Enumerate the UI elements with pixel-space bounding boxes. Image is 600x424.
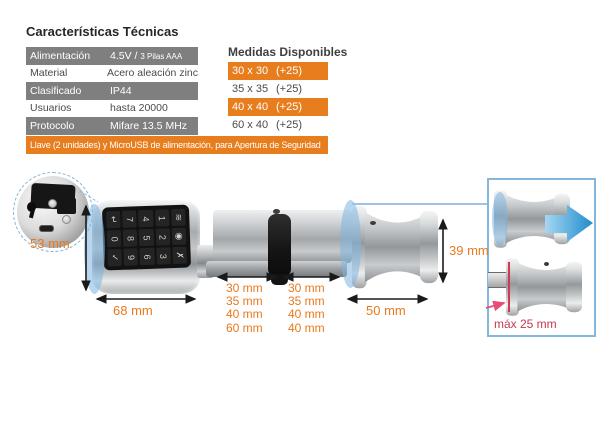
keypad-key: 0: [107, 230, 122, 247]
keypad-key: 1: [155, 209, 170, 226]
keypad-panel: [102, 205, 191, 271]
table-row: [26, 47, 198, 65]
dim-keypad-width: 68 mm: [113, 303, 153, 318]
spec-value: Mifare 13.5 MHz: [110, 119, 188, 132]
knob-mounted: [506, 257, 582, 317]
cylinder-cam-lobe: [271, 274, 288, 285]
keypad-key: 7: [122, 210, 137, 227]
dim-knob-diameter: 39 mm: [449, 243, 489, 258]
size-row: 60 x 40 (+25): [232, 119, 302, 131]
keypad-key: 8: [123, 229, 138, 246]
table-row: [26, 100, 198, 118]
spec-label: Alimentación: [30, 49, 91, 62]
spec-value: Acero aleación zinc: [106, 67, 198, 80]
table-row: [26, 82, 198, 100]
sizes-header: Medidas Disponibles: [228, 45, 348, 59]
spec-label: Clasificado: [30, 84, 82, 97]
knob: [352, 204, 438, 290]
spec-label: Usuarios: [30, 102, 72, 115]
keypad-rfid-icon: ◉: [171, 228, 186, 245]
size-row: 40 x 40 (+25): [228, 98, 328, 116]
screw-hole: [48, 199, 57, 208]
keypad-key: 3: [156, 247, 171, 264]
highlight-ellipse: [492, 192, 508, 246]
highlight-ellipse: [340, 200, 361, 288]
spec-value: hasta 20000: [110, 102, 168, 115]
page-title: Características Técnicas: [26, 24, 179, 39]
keypad-key: 5: [139, 229, 154, 246]
dim-knob-length: 50 mm: [366, 303, 406, 318]
security-footnote: Llave (2 unidades) y MicroUSB de alimentación, para Apertura de Seguridad: [26, 136, 328, 154]
size-row: 35 x 35 (+25): [232, 83, 302, 95]
inset-plate: [57, 198, 76, 214]
spec-value: IP44: [110, 84, 132, 97]
spec-label: Material: [30, 67, 68, 80]
table-row: [26, 117, 198, 135]
cylinder-cam: [268, 214, 291, 277]
knob-pinhole: [370, 221, 376, 225]
keypad-key: ↵: [106, 211, 121, 228]
cylinder-left-sizes: 30 mm 35 mm 40 mm 60 mm: [226, 281, 263, 335]
sizes-panel: [228, 45, 348, 134]
keypad-wifi-icon: ≋: [171, 209, 186, 226]
spec-value-small: 3 Pilas AAA: [140, 51, 183, 61]
keypad-key: 9: [124, 248, 139, 265]
max-depth-label: máx 25 mm: [494, 317, 557, 331]
keypad-key: ✓: [107, 249, 122, 266]
screw-hole: [273, 209, 280, 214]
size-row: 30 x 30 (+25): [228, 62, 328, 80]
knob-pinhole: [544, 262, 549, 266]
keyhole-icon: [29, 209, 35, 219]
keypad-key: 2: [155, 228, 170, 245]
highlight-ellipse: [84, 204, 105, 294]
cylinder-right-sizes: 30 mm 35 mm 40 mm 40 mm: [288, 281, 325, 335]
specs-table: [26, 47, 198, 135]
dim-keypad-height: 53 mm: [30, 236, 70, 251]
spec-value: 4.5V /: [110, 49, 138, 62]
keypad-cancel-icon: ✗: [172, 247, 187, 264]
spec-label: Protocolo: [30, 119, 75, 132]
screw-hole: [62, 215, 71, 224]
keypad-key: 6: [140, 248, 155, 265]
table-row: [26, 65, 198, 83]
microusb-port: [39, 225, 54, 232]
keypad-key: 4: [138, 210, 153, 227]
